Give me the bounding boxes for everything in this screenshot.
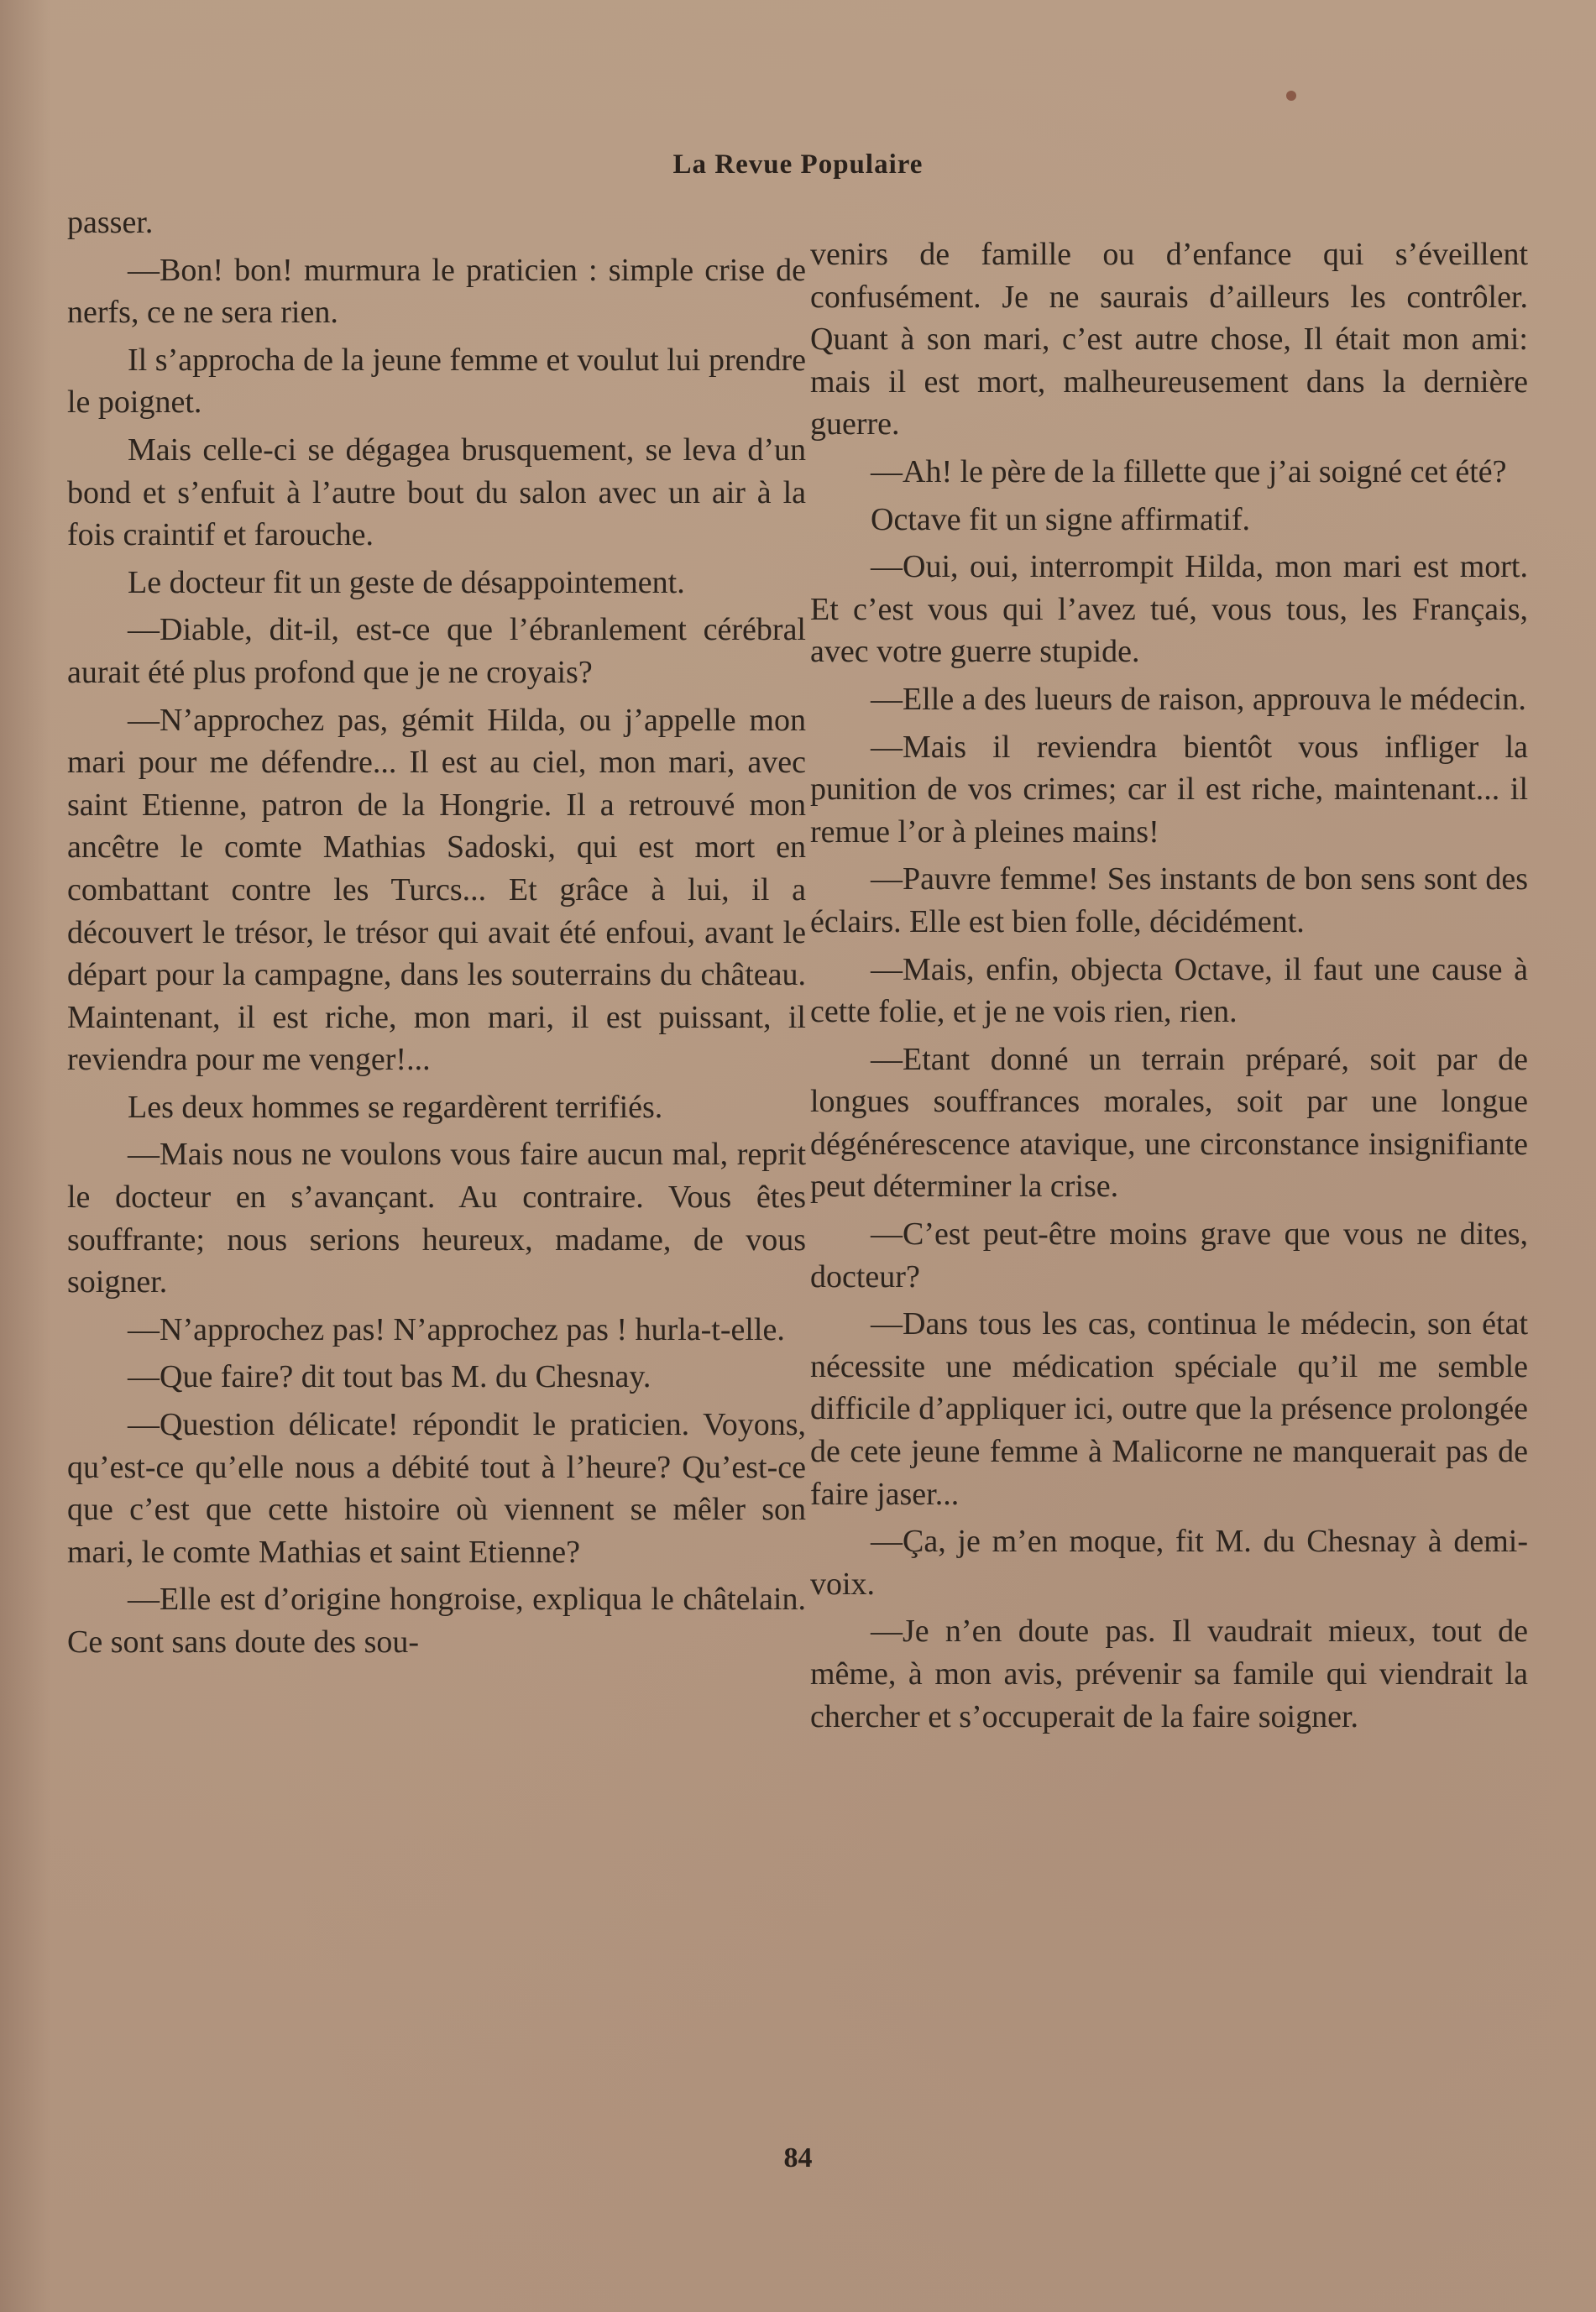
paragraph: —Que faire? dit tout bas M. du Chesnay.	[128, 1359, 651, 1395]
paragraph: —Mais il reviendra bientôt vous infliger la punition de vos crimes; car il est riche, maintenant... il remue l’or à pleines mains!	[810, 729, 1528, 850]
paragraph: Il s’approcha de la jeune femme et voulut lui prendre le poignet.	[67, 342, 806, 421]
paragraph: —Mais nous ne voulons vous faire aucun mal, reprit le docteur en s’avançant. Au contraire. Vous êtes souffrante; nous serions heureux, madame, de vous soigner.	[67, 1137, 806, 1300]
paragraph: —Ah! le père de la fillette que j’ai soigné cet été?	[871, 453, 1507, 489]
left-column	[67, 201, 806, 1669]
paragraph: —Diable, dit-il, est-ce que l’ébranlement cérébral aurait été plus profond que je ne croyais?	[67, 612, 806, 690]
paragraph: Les deux hommes se regardèrent terrifiés.	[128, 1089, 663, 1125]
paragraph: —Etant donné un terrain préparé, soit par de longues souffrances morales, soit par une longue dégénérescence atavique, une circonstance insignifiante peut déterminer la crise.	[810, 1041, 1528, 1205]
paragraph: —N’approchez pas, gémit Hilda, ou j’appelle mon mari pour me défendre... Il est au ciel, mon mari, avec saint Etienne, patron de la Hongrie. Il a retrouvé mon ancêtre le comte Mathias Sadoski, qui est mort en combattant contre les Turcs... Et grâce à lui, il a découvert le trésor, le trésor qui avait été enfoui, avant le départ pour la campagne, dans les souterrains du château. Maintenant, il est riche, mon mari, il est puissant, il reviendra pour me venger!...	[67, 702, 806, 1078]
paragraph: —Mais, enfin, objecta Octave, il faut une cause à cette folie, et je ne vois rien, rien.	[810, 951, 1528, 1030]
paragraph: venirs de famille ou d’enfance qui s’éveillent confusément. Je ne saurais d’ailleurs les contrôler. Quant à son mari, c’est autre chose, Il était mon ami: mais il est mort, malheureusement dans la dernière guerre.	[810, 237, 1528, 442]
paragraph: Le docteur fit un geste de désappointement.	[128, 564, 685, 600]
paragraph: —Elle a des lueurs de raison, approuva le médecin.	[871, 681, 1526, 717]
paragraph: —Elle est d’origine hongroise, expliqua le châtelain. Ce sont sans doute des sou-	[67, 1582, 806, 1660]
ink-spot	[1286, 91, 1296, 101]
running-header: La Revue Populaire	[672, 149, 924, 180]
paragraph: Octave fit un signe affirmatif.	[871, 501, 1250, 537]
paragraph: —Oui, oui, interrompit Hilda, mon mari est mort. Et c’est vous qui l’avez tué, vous tous, les Français, avec votre guerre stupide.	[810, 549, 1528, 670]
paragraph: —Je n’en doute pas. Il vaudrait mieux, tout de même, à mon avis, prévenir sa famile qui viendrait la chercher et s’occuperait de la faire soigner.	[810, 1614, 1528, 1734]
paragraph: —N’approchez pas! N’approchez pas ! hurla-t-elle.	[128, 1311, 785, 1347]
paragraph: —Ça, je m’en moque, fit M. du Chesnay à demi-voix.	[810, 1524, 1528, 1602]
paragraph: —Dans tous les cas, continua le médecin, son état nécessite une médication spéciale qu’il me semble difficile d’appliquer ici, outre que la présence prolongée de cete jeune femme à Malicorne ne manquerait pas de faire jaser...	[810, 1306, 1528, 1512]
paragraph: —Question délicate! répondit le praticien. Voyons, qu’est-ce qu’elle nous a débité tout à l’heure? Qu’est-ce que c’est que cette histoire où viennent se mêler son mari, le comte Mathias et saint Etienne?	[67, 1407, 806, 1570]
paragraph: passer.	[67, 205, 154, 240]
right-column	[810, 233, 1528, 1743]
paragraph: —C’est peut-être moins grave que vous ne dites, docteur?	[810, 1216, 1528, 1295]
paragraph: —Bon! bon! murmura le praticien : simple crise de nerfs, ce ne sera rien.	[67, 252, 806, 331]
page-edge-shadow	[0, 0, 50, 2312]
paragraph: —Pauvre femme! Ses instants de bon sens sont des éclairs. Elle est bien folle, décidément.	[810, 861, 1528, 939]
page-number: 84	[783, 2142, 813, 2173]
paragraph: Mais celle-ci se dégagea brusquement, se leva d’un bond et s’enfuit à l’autre bout du salon avec un air à la fois craintif et farouche.	[67, 432, 806, 553]
